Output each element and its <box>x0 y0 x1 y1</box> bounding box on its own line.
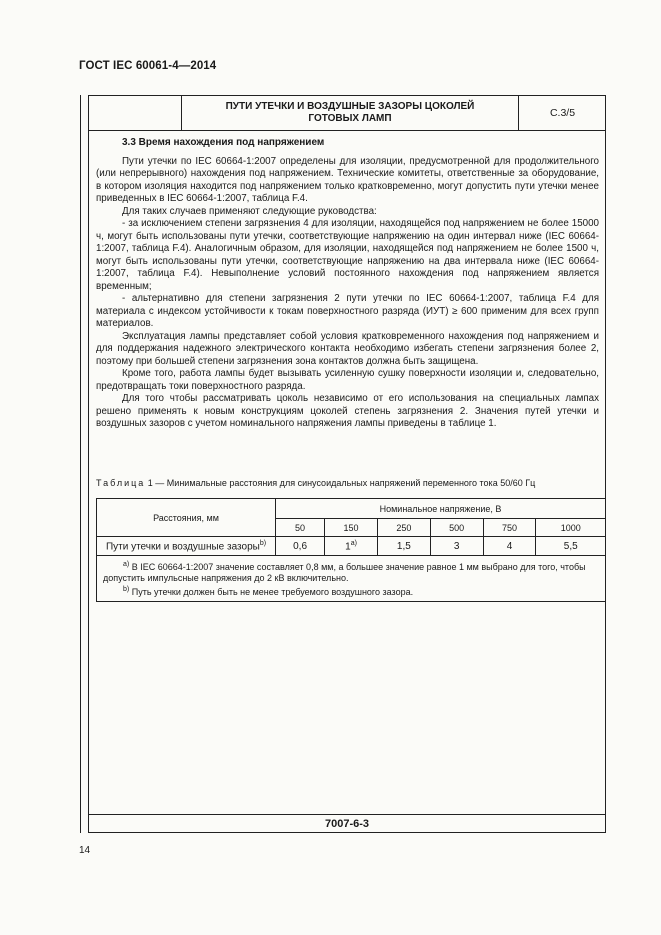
sheet-header <box>89 96 605 131</box>
page-number: 14 <box>79 845 91 856</box>
footnote-b <box>103 584 599 598</box>
table-caption <box>96 478 599 488</box>
value-cell: 4 <box>483 537 536 556</box>
value-cell: 3 <box>430 537 483 556</box>
header-title <box>182 96 519 130</box>
binding-margin-line <box>80 95 81 833</box>
footnote-b-ref: b) <box>259 539 267 547</box>
voltage-header: 750 <box>483 519 536 537</box>
header-title-line2: ГОТОВЫХ ЛАМП <box>308 113 392 124</box>
footnote-a-text: В IEC 60664-1:2007 значение составляет 0,8 мм, а большее значение равное 1 мм выбрано для того, чтобы допустить импульсные напряжения до 2 кВ включительно. <box>103 562 586 583</box>
sheet-number: С.3/5 <box>549 107 576 119</box>
voltage-header: 150 <box>325 519 378 537</box>
table-footnotes <box>97 556 606 602</box>
col-header-distances: Расстояния, мм <box>97 499 276 537</box>
value-cell <box>325 537 378 556</box>
paragraph: Кроме того, работа лампы будет вызывать усиленную сушку поверхности изоляции и, следовательно, предотвращать токи поверхностного разряда. <box>96 368 599 392</box>
footnote-a-mark: a) <box>123 561 130 568</box>
row-label-text: Пути утечки и воздушные зазоры <box>105 541 260 553</box>
voltage-header: 50 <box>276 519 325 537</box>
paragraph: Пути утечки по IEC 60664-1:2007 определены для изоляции, предусмотренной для продолжительного (или непрерывного) нахождения под напряжением. Технические комитеты, ответственные за оборудование, в котором изоляция находится под напряжением только кратковременно, могут допустить пути утечки менее приведенных в IEC 60664-1:2007, таблица F.4. <box>96 155 599 204</box>
distances-table <box>96 498 606 602</box>
value-cell: 0,6 <box>276 537 325 556</box>
paragraph: - за исключением степени загрязнения 4 для изоляции, находящейся под напряжением не более 15000 ч, могут быть использованы пути утечки, соответствующие напряжению на один интервал ниже (IEC 60664-1:2007, таблица F.4). Аналогичным образом, для изоляции, находящейся под напряжением не более 1500 ч, могут быть использованы пути утечки, соответствующие напряжению на два интервала ниже (IEC 60664-1:2007, таблица F.4). Невыполнение условий постоянного нахождения под напряжением является временным; <box>96 218 599 292</box>
value-text: 1 <box>345 541 351 553</box>
document-id: ГОСТ IEC 60061-4—2014 <box>79 60 217 72</box>
footer-code: 7007-6-3 <box>324 818 370 830</box>
footnote-a <box>103 559 599 584</box>
header-title-line1: ПУТИ УТЕЧКИ И ВОЗДУШНЫЕ ЗАЗОРЫ ЦОКОЛЕЙ <box>225 101 475 112</box>
voltage-header: 1000 <box>536 519 606 537</box>
table-caption-text: 1 — Минимальные расстояния для синусоидальных напряжений переменного тока 50/60 Гц <box>145 478 536 488</box>
row-label <box>97 537 276 556</box>
header-blank-cell <box>89 96 182 130</box>
section-body <box>96 137 599 431</box>
footnote-b-mark: b) <box>123 586 130 593</box>
paragraph: Для таких случаев применяют следующие руководства: <box>122 205 377 217</box>
footer-divider <box>89 814 605 815</box>
value-cell: 1,5 <box>377 537 430 556</box>
footnote-a-ref: a) <box>350 539 357 547</box>
section-heading: 3.3 Время нахождения под напряжением <box>122 137 325 148</box>
paragraph: Для того чтобы рассматривать цоколь независимо от его использования на специальных лампах решено применять к новым конструкциям цоколей степень загрязнения 2. Значения путей утечки и воздушных зазоров с учетом номинального напряжения лампы приведены в таблице 1. <box>96 393 599 429</box>
paragraph: Эксплуатация лампы представляет собой условия кратковременного нахождения под напряжением и для поддержания надежного электрического контакта необходимо избегать степени загрязнения более 2, поэтому при большей степени загрязнения зона контактов должна быть защищена. <box>96 330 599 367</box>
footnote-b-text: Путь утечки должен быть не менее требуемого воздушного зазора. <box>129 587 414 597</box>
voltage-header: 250 <box>377 519 430 537</box>
paragraph: - альтернативно для степени загрязнения 2 пути утечки по IEC 60664-1:2007, таблица F.4 для материала с индексом устойчивости к токам поверхностного разряда (ИУТ) ≥ 600 применим для всех групп материалов. <box>96 293 599 329</box>
table-caption-word: Таблица <box>96 478 146 488</box>
col-header-voltage-group: Номинальное напряжение, В <box>276 499 606 519</box>
value-cell: 5,5 <box>536 537 606 556</box>
voltage-header: 500 <box>430 519 483 537</box>
